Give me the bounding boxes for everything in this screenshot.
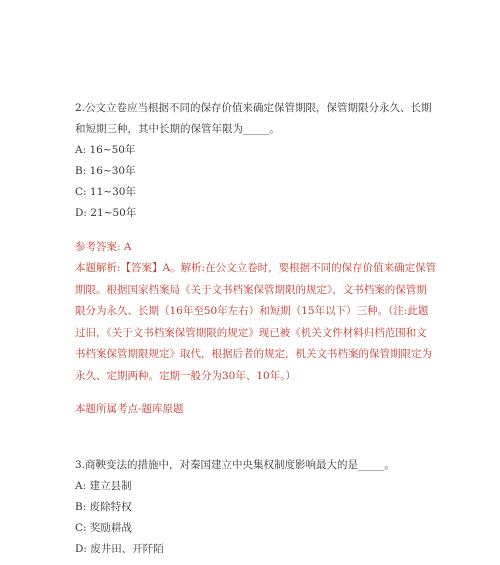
explanation-line: 本题解析:【答案】A。解析:在公文立卷时，要根据不同的保存价值来确定保管 xyxy=(75,262,437,274)
explanation xyxy=(75,258,437,388)
question-2-stem xyxy=(75,455,430,476)
option-a: A: 建立县制 xyxy=(75,480,132,492)
option-c: C: 11~30年 xyxy=(75,186,136,198)
question-1-stem-line: 2.公文立卷应当根据不同的保存价值来确定保管期限，保管期限分永久、长期 xyxy=(75,102,432,114)
option-c: C: 奖励耕战 xyxy=(75,522,132,534)
option-b: B: 16~30年 xyxy=(75,165,136,177)
explanation-line: 永久、定期两种。定期一般分为30年、10年。） xyxy=(75,369,296,382)
question-1-options xyxy=(75,140,430,224)
explanation-line: 书档案保管期限规定》取代，根据后者的规定，机关文书档案的保管期限定为 xyxy=(75,348,432,361)
reference-answer xyxy=(75,237,430,258)
question-2-options xyxy=(75,476,430,560)
reference-answer-text: 参考答案: A xyxy=(75,241,132,253)
question-2-stem-line: 3.商鞅变法的措施中，对秦国建立中央集权制度影响最大的是_____。 xyxy=(75,459,395,471)
question-1-stem-line: 和短期三种，其中长期的保管年限为_____。 xyxy=(75,123,280,135)
question-1-stem xyxy=(75,98,430,140)
option-b: B: 废除特权 xyxy=(75,501,132,513)
explanation-line: 过旧，《关于文书档案保管期限的规定》现已被《机关文件材料归档范围和文 xyxy=(75,326,427,339)
category-note xyxy=(75,399,430,420)
option-a: A: 16~50年 xyxy=(75,144,136,156)
explanation-line: 期限。根据国家档案局《关于文书档案保管期限的规定》，文书档案的保管期 xyxy=(75,283,427,296)
category-text: 本题所属考点-题库原题 xyxy=(75,403,184,415)
explanation-line: 限分为永久、长期（16年至50年左右）和短期（15年以下）三种。（注:此题 xyxy=(75,305,429,318)
option-d: D: 废井田、开阡陌 xyxy=(75,543,164,555)
option-d: D: 21~50年 xyxy=(75,207,137,219)
